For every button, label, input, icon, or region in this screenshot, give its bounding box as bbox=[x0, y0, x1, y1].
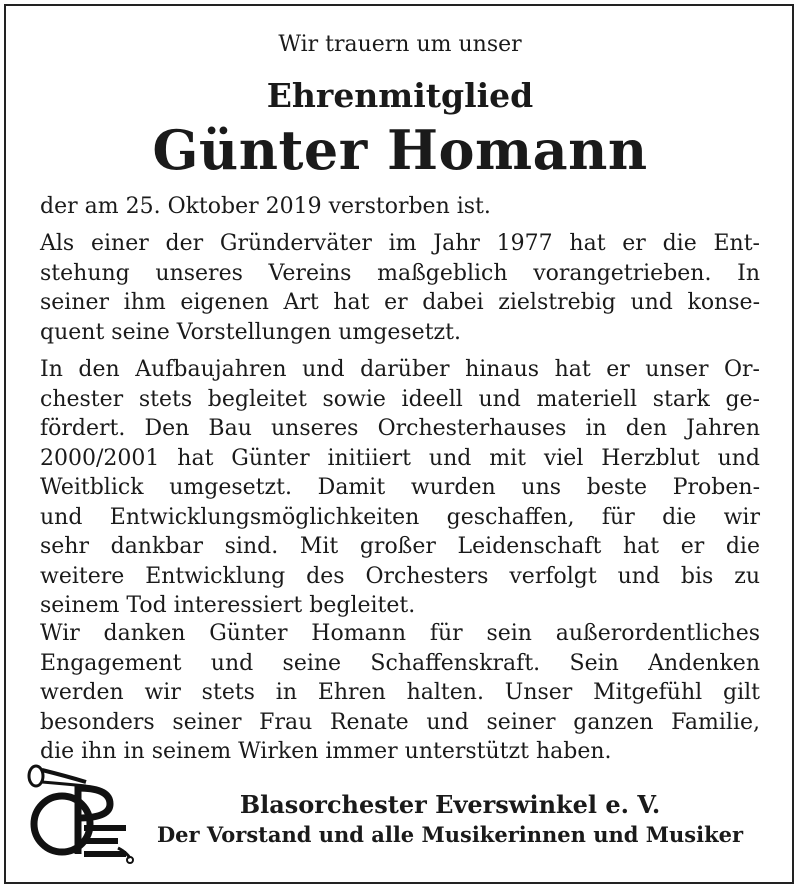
text-line: seinem Tod interessiert begleitet. bbox=[40, 593, 416, 618]
organization-name: Blasorchester Everswinkel e. V. bbox=[239, 790, 661, 819]
text-line: sehr dankbar sind. Mit großer Leidenschaft hat er die bbox=[40, 534, 760, 559]
text-line: weitere Entwicklung des Orchesters verfolgt und bis zu bbox=[40, 563, 760, 589]
text-line: Weitblick umgesetzt. Damit wurden uns beste Proben- bbox=[40, 475, 760, 500]
text-line: chester stets begleitet sowie ideell und materiell stark ge- bbox=[40, 386, 760, 412]
paragraph-contributions bbox=[40, 355, 760, 621]
text-line: stehung unseres Vereins maßgeblich vorangetrieben. In bbox=[40, 260, 760, 286]
deceased-name: Günter Homann bbox=[152, 118, 648, 182]
death-date-line: der am 25. Oktober 2019 verstorben ist. bbox=[40, 194, 491, 219]
text-line: und Entwicklungsmöglichkeiten geschaffen, für die wir bbox=[40, 504, 760, 530]
text-line: 2000/2001 hat Günter initiiert und mit viel Herzblut und bbox=[40, 445, 760, 471]
text-line: Wir danken Günter Homann für sein außerordentliches bbox=[40, 621, 760, 646]
honor-title: Ehrenmitglied bbox=[266, 76, 534, 115]
text-line: Engagement und seine Schaffenskraft. Sein Andenken bbox=[40, 650, 760, 676]
text-line: besonders seiner Frau Renate und seiner ganzen Familie, bbox=[40, 709, 760, 735]
paragraph-founding bbox=[40, 229, 760, 347]
signatories-line: Der Vorstand und alle Musikerinnen und Musiker bbox=[156, 822, 744, 847]
intro-line: Wir trauern um unser bbox=[278, 32, 522, 57]
text-line: die ihn in seinem Wirken immer unterstützt haben. bbox=[40, 739, 612, 764]
text-line: fördert. Den Bau unseres Orchesterhauses in den Jahren bbox=[40, 416, 760, 441]
text-line: Als einer der Gründerväter im Jahr 1977 hat er die Ent- bbox=[40, 231, 760, 256]
horn-monogram-logo-icon bbox=[26, 762, 134, 866]
paragraph-thanks bbox=[40, 619, 760, 767]
text-line: werden wir stets in Ehren halten. Unser Mitgefühl gilt bbox=[40, 680, 760, 705]
text-line: quent seine Vorstellungen umgesetzt. bbox=[40, 319, 461, 345]
text-line: seiner ihm eigenen Art hat er dabei zielstrebig und konse- bbox=[40, 290, 760, 315]
text-line: In den Aufbaujahren und darüber hinaus hat er unser Or- bbox=[40, 357, 760, 382]
